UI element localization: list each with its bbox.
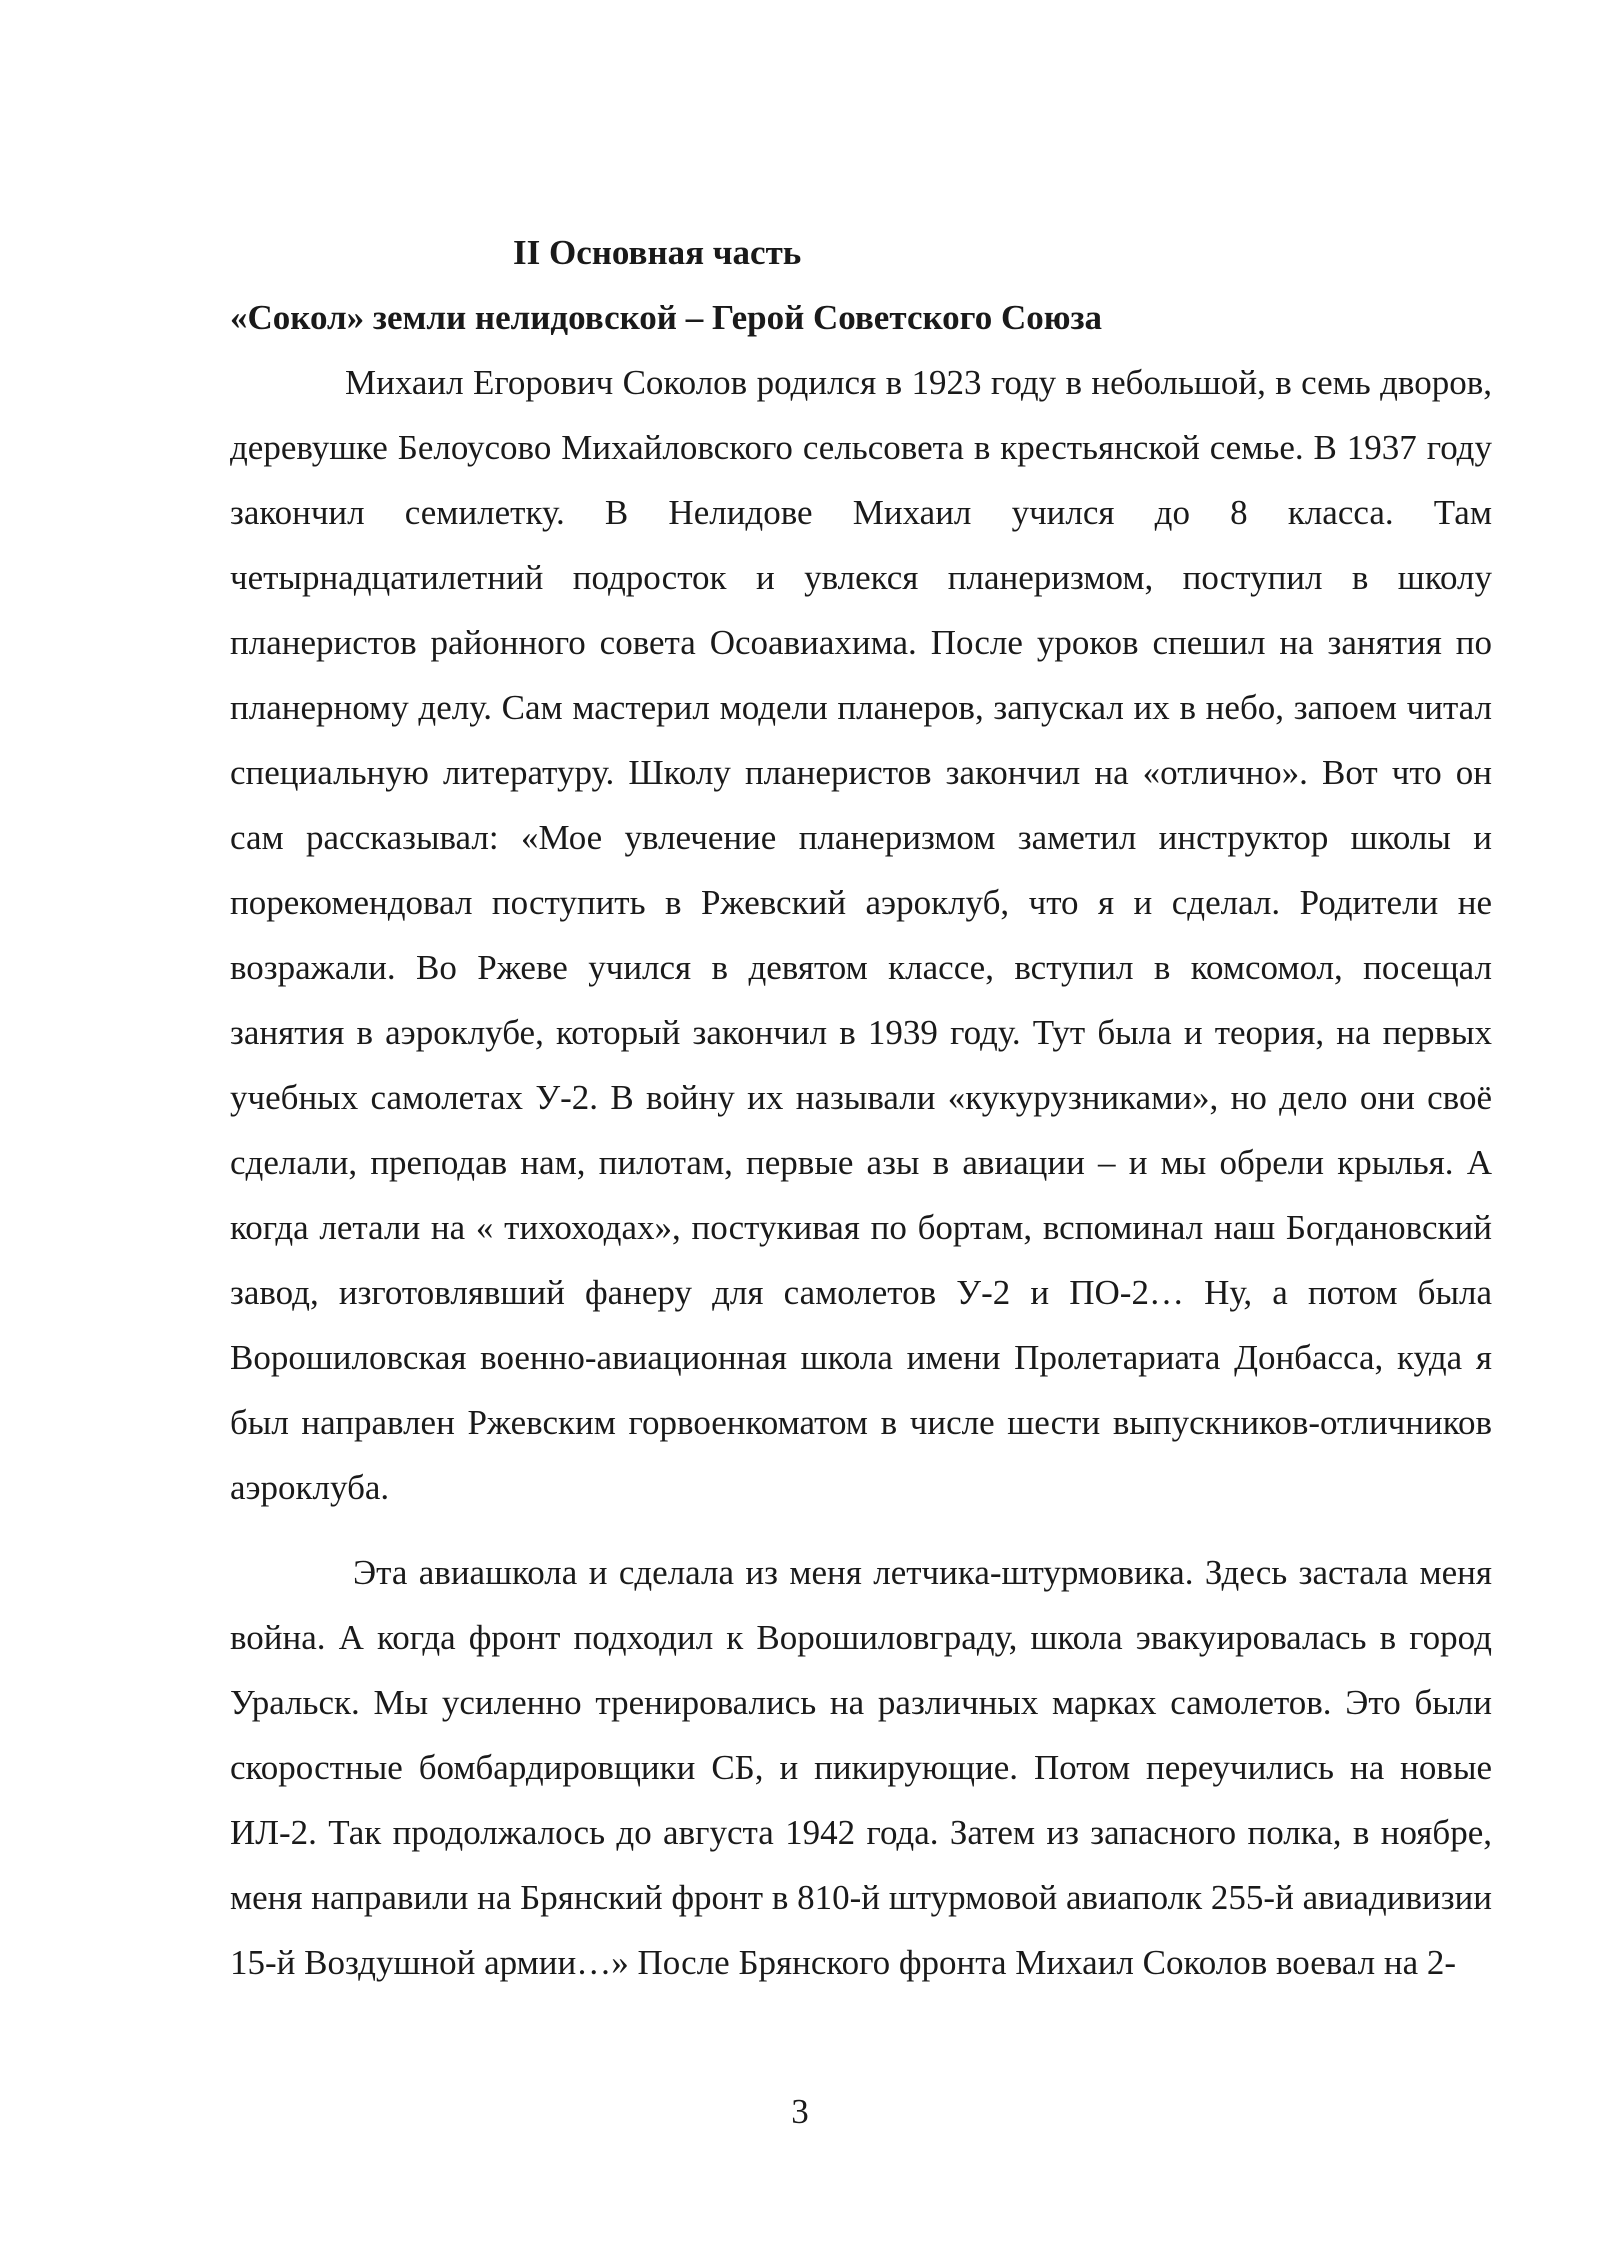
page-content <box>230 220 1492 1995</box>
section-heading: II Основная часть <box>513 233 802 272</box>
chapter-heading: «Сокол» земли нелидовской – Герой Советского Союза <box>230 298 1103 337</box>
body-paragraph-1: Михаил Егорович Соколов родился в 1923 году в небольшой, в семь дворов, деревушке Белоусово Михайловского сельсовета в крестьянской семье. В 1937 году закончил семилетку. В Нелидове Михаил учился до 8 класса. Там четырнадцатилетний подросток и увлекся планеризмом, поступил в школу планеристов районного совета Осоавиахима. После уроков спешил на занятия по планерному делу. Сам мастерил модели планеров, запускал их в небо, запоем читал специальную литературу. Школу планеристов закончил на «отлично». Вот что он сам рассказывал: «Мое увлечение планеризмом заметил инструктор школы и порекомендовал поступить в Ржевский аэроклуб, что я и сделал. Родители не возражали. Во Ржеве учился в девятом классе, вступил в комсомол, посещал занятия в аэроклубе, который закончил в 1939 году. Тут была и теория, на первых учебных самолетах У-2. В войну их называли «кукурузниками», но дело они своё сделали, преподав нам, пилотам, первые азы в авиации – и мы обрели крылья. А когда летали на « тихоходах», постукивая по бортам, вспоминал наш Богдановский завод, изготовлявший фанеру для самолетов У-2 и ПО-2… Ну, а потом была Ворошиловская военно-авиационная школа имени Пролетариата Донбасса, куда я был направлен Ржевским горвоенкоматом в числе шести выпускников-отличников аэроклуба. <box>230 363 1492 1507</box>
page-number: 3 <box>791 2092 809 2131</box>
body-paragraph-2: Эта авиашкола и сделала из меня летчика-штурмовика. Здесь застала меня война. А когда фронт подходил к Ворошиловграду, школа эвакуировалась в город Уральск. Мы усиленно тренировались на различных марках самолетов. Это были скоростные бомбардировщики СБ, и пикирующие. Потом переучились на новые ИЛ-2. Так продолжалось до августа 1942 года. Затем из запасного полка, в ноябре, меня направили на Брянский фронт в 810-й штурмовой авиаполк 255-й авиадивизии 15-й Воздушной армии…» После Брянского фронта Михаил Соколов воевал на 2- <box>230 1553 1492 1982</box>
